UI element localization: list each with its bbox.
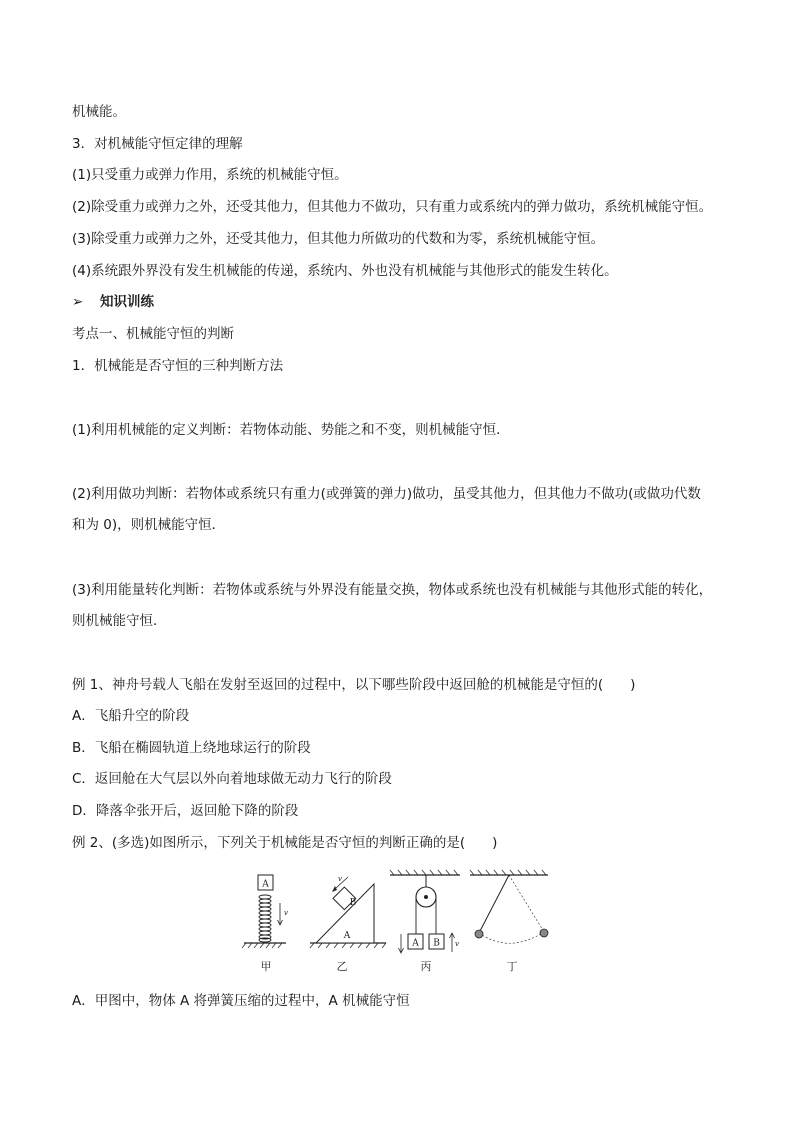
example-1-option-b: B．飞船在椭圆轨道上绕地球运行的阶段 [72,740,311,756]
velocity-label: v [284,909,288,917]
text-line: 则机械能守恒． [72,613,167,629]
text-line: (2)除受重力或弹力之外，还受其他力，但其他力不做功，只有重力或系统内的弹力做功，系统机械能守恒。 [72,199,713,215]
velocity-label: v [338,875,342,883]
figure-label-ding: 丁 [506,960,518,973]
block-a-label: A [343,931,351,941]
example-1-option-d: D．降落伞张开后，返回舱下降的阶段 [72,803,299,819]
text-line: (1)只受重力或弹力作用，系统的机械能守恒。 [72,167,348,183]
figure-yi [310,875,386,948]
example-1-option-c: C．返回舱在大气层以外向着地球做无动力飞行的阶段 [72,771,392,787]
figure-label-yi: 乙 [336,960,348,973]
example-1-option-a: A．飞船升空的阶段 [72,708,190,724]
section-title: 知识训练 [100,294,154,310]
text-line: (4)系统跟外界没有发生机械能的传递，系统内、外也没有机械能与其他形式的能发生转化。 [72,263,618,279]
block-a-label: A [412,938,419,949]
figure-label-bing: 丙 [420,960,432,973]
example-2-option-a: A．甲图中，物体 A 将弹簧压缩的过程中，A 机械能守恒 [72,993,410,1009]
velocity-label: v [455,940,459,948]
physics-figure [238,868,558,978]
section-heading [72,292,154,312]
figure-jia [242,875,288,948]
example-2-question: 例 2、(多选)如图所示，下列关于机械能是否守恒的判断正确的是( ) [72,835,498,851]
text-line: 考点一、机械能守恒的判断 [72,326,234,342]
text-line: 和为 0)，则机械能守恒． [72,517,226,533]
block-a-label: A [262,879,269,890]
figure-bing [390,870,460,953]
block-b-label: B [433,938,440,949]
figure-label-jia: 甲 [260,960,272,973]
text-line: 机械能。 [72,104,126,120]
text-line: (1)利用机械能的定义判断：若物体动能、势能之和不变，则机械能守恒． [72,422,510,438]
text-line: 1．机械能是否守恒的三种判断方法 [72,358,284,374]
text-line: (3)利用能量转化判断：若物体或系统与外界没有能量交换，物体或系统也没有机械能与其他形式能的转化， [72,582,713,598]
text-line: (3)除受重力或弹力之外，还受其他力，但其他力所做功的代数和为零，系统机械能守恒。 [72,231,605,247]
text-line: 3．对机械能守恒定律的理解 [72,136,243,152]
arrow-bullet-icon: ➢ [72,294,84,310]
figure-ding [470,870,548,943]
text-line: (2)利用做功判断：若物体或系统只有重力(或弹簧的弹力)做功，虽受其他力，但其他力不做功(或做功代数 [72,486,701,502]
example-1-question: 例 1、神舟号载人飞船在发射至返回的过程中，以下哪些阶段中返回舱的机械能是守恒的( ) [72,677,636,693]
block-b-label: B [349,898,357,908]
